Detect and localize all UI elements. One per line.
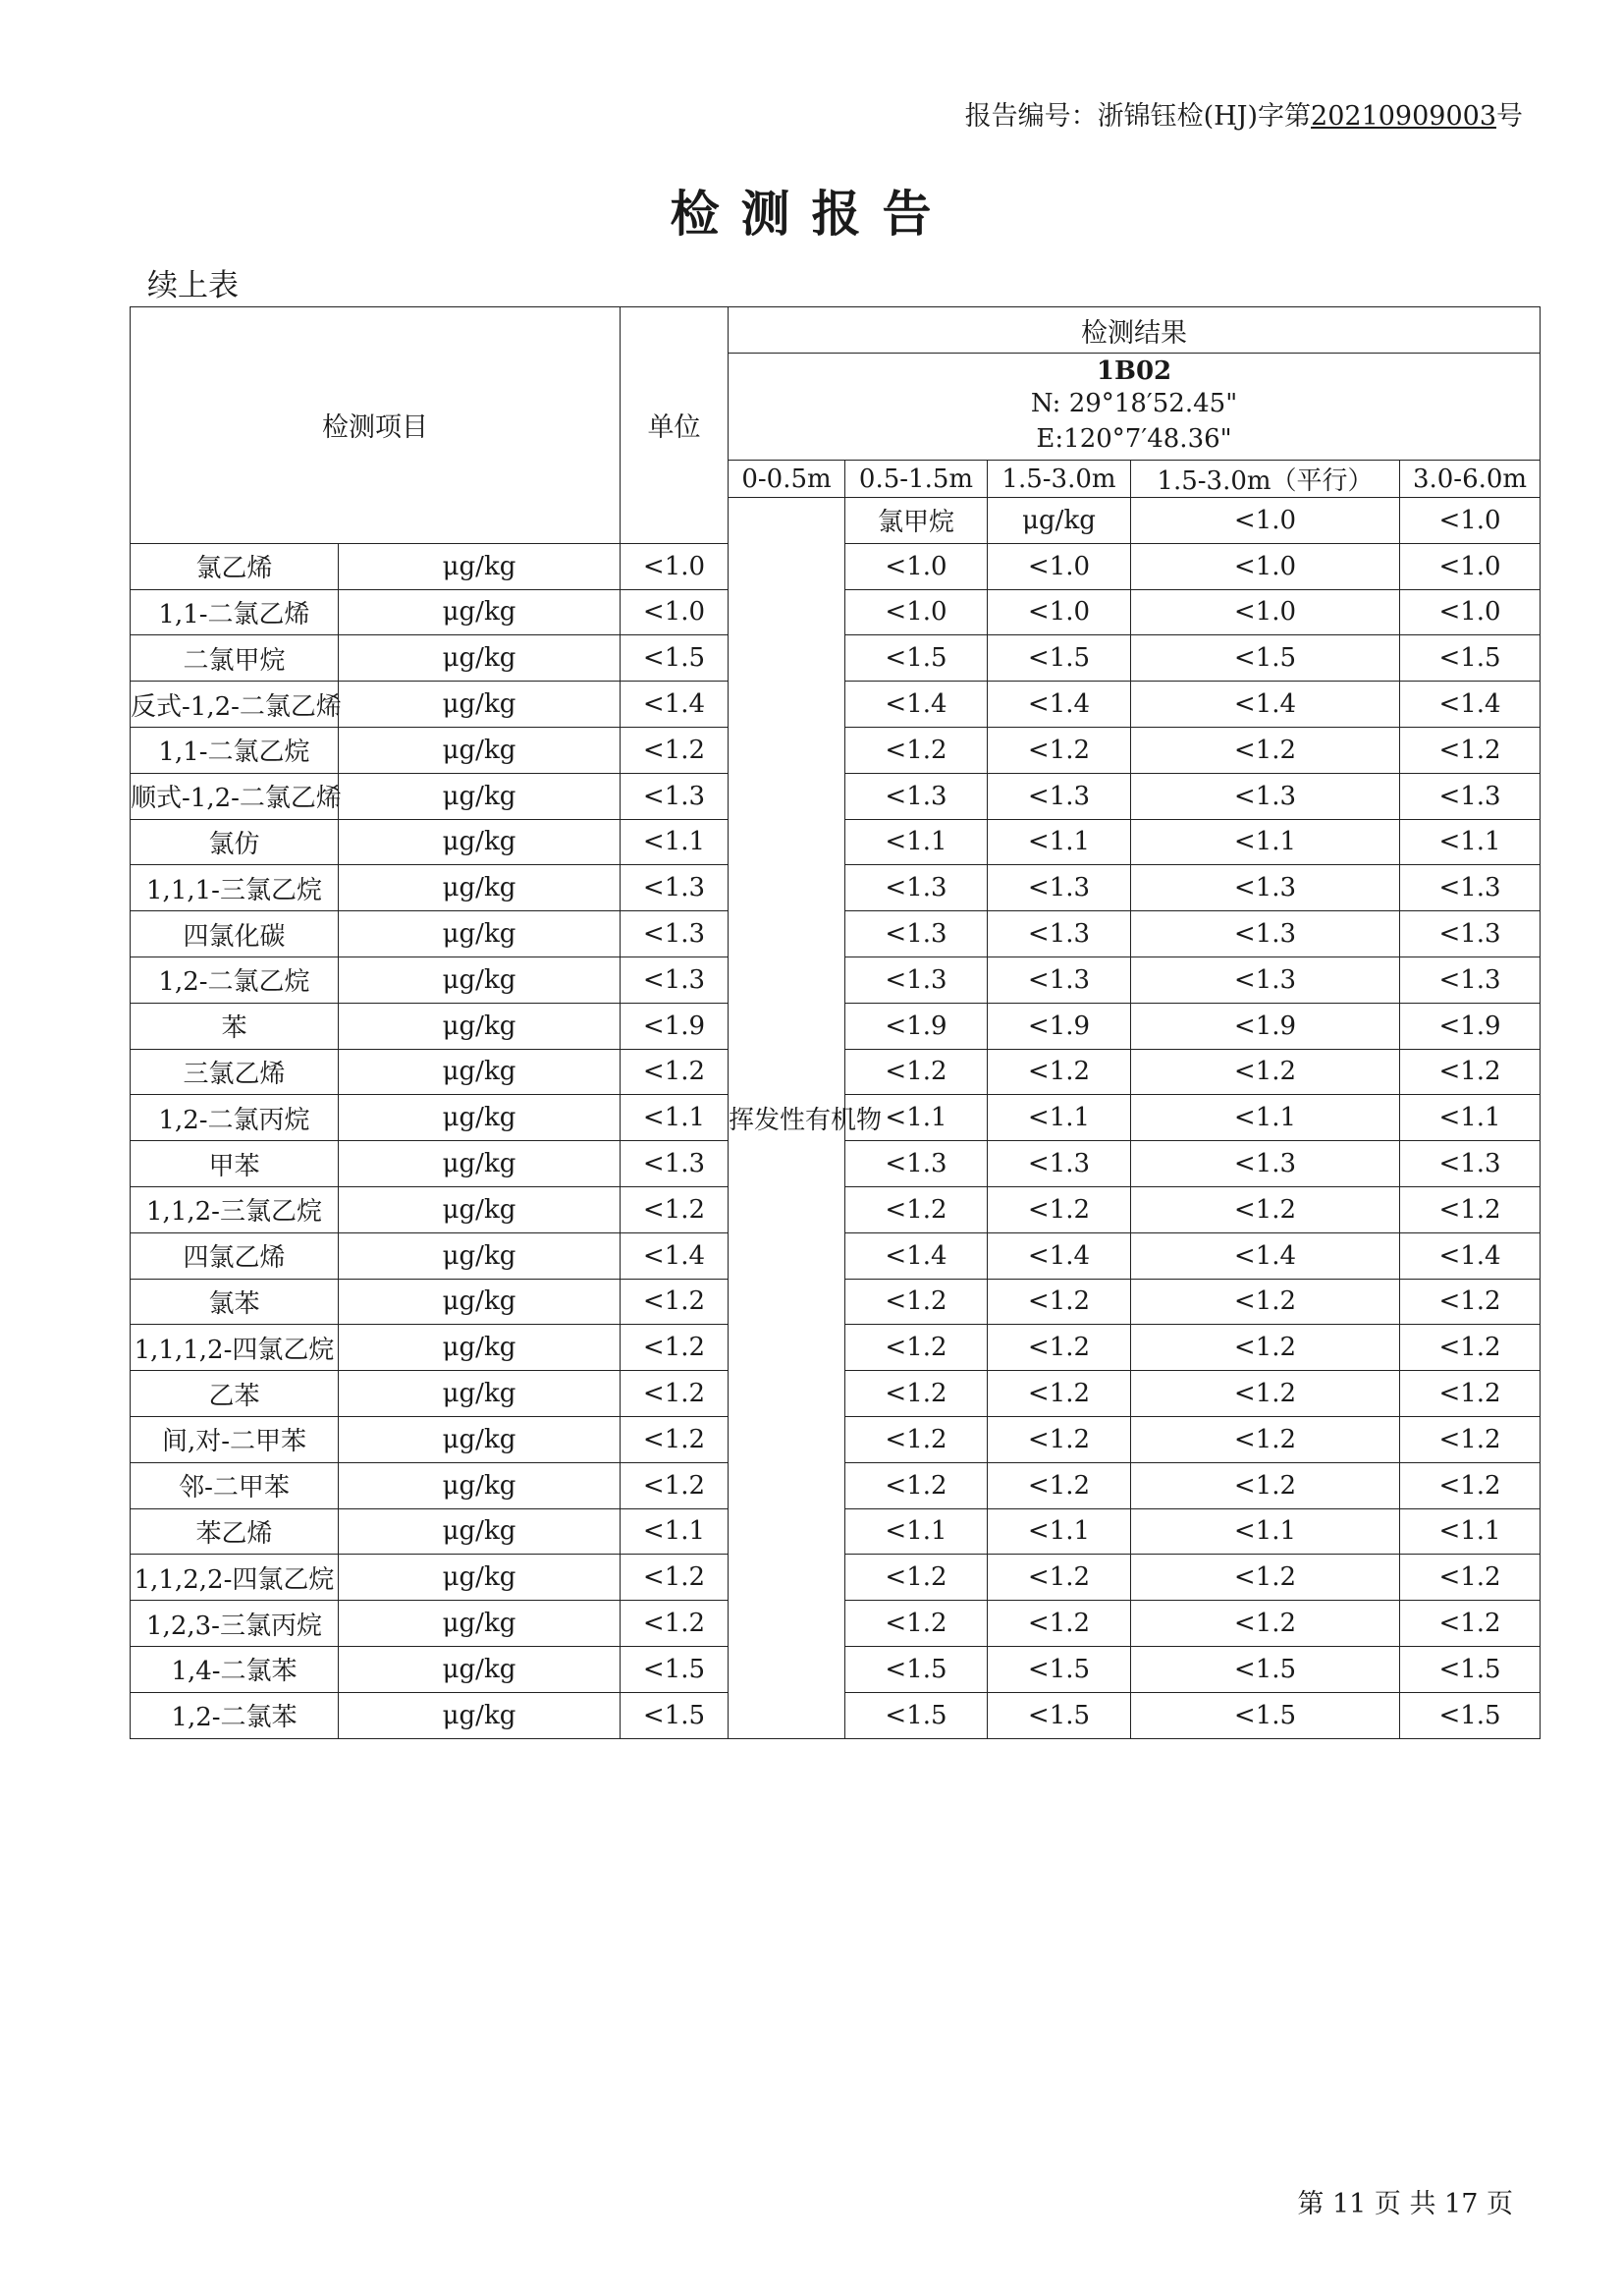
item-unit: μg/kg <box>339 1186 621 1232</box>
coord-n: N: 29°18′52.45" <box>1030 389 1238 418</box>
result-value: <1.4 <box>1131 682 1400 728</box>
item-name: 四氯化碳 <box>131 911 339 957</box>
result-value: <1.2 <box>988 1186 1131 1232</box>
result-value: <1.2 <box>621 1049 729 1095</box>
group-label: 挥发性有机物 <box>729 498 845 1739</box>
result-value: <1.0 <box>845 589 988 635</box>
report-number-value: 20210909003 <box>1311 101 1496 132</box>
result-value: <1.5 <box>845 1646 988 1692</box>
item-name: 氯乙烯 <box>131 543 339 589</box>
result-value: <1.1 <box>988 1508 1131 1555</box>
result-value: <1.3 <box>1400 1141 1541 1187</box>
result-value: <1.4 <box>845 1232 988 1279</box>
result-value: <1.5 <box>1400 635 1541 682</box>
result-value: <1.3 <box>845 773 988 819</box>
item-unit: μg/kg <box>339 819 621 865</box>
result-value: <1.2 <box>621 727 729 773</box>
result-value: <1.4 <box>621 1232 729 1279</box>
item-unit: μg/kg <box>339 773 621 819</box>
item-name: 四氯乙烯 <box>131 1232 339 1279</box>
result-value: <1.3 <box>845 911 988 957</box>
result-value: <1.2 <box>621 1186 729 1232</box>
item-unit: μg/kg <box>339 1325 621 1371</box>
result-value: <1.0 <box>988 589 1131 635</box>
result-value: <1.3 <box>1400 773 1541 819</box>
item-unit: μg/kg <box>339 635 621 682</box>
item-unit: μg/kg <box>339 1279 621 1325</box>
result-value: <1.5 <box>621 1646 729 1692</box>
result-value: <1.5 <box>988 1692 1131 1738</box>
result-value: <1.2 <box>621 1416 729 1462</box>
result-value: <1.9 <box>988 1003 1131 1049</box>
result-value: <1.0 <box>621 543 729 589</box>
results-table <box>130 306 1541 1739</box>
point-id: 1B02 <box>1096 356 1172 386</box>
item-unit: μg/kg <box>339 543 621 589</box>
item-name: 1,1,1-三氯乙烷 <box>131 865 339 911</box>
page-title: 检测报告 <box>670 185 953 243</box>
result-value: <1.9 <box>1400 1003 1541 1049</box>
result-value: <1.1 <box>1131 819 1400 865</box>
result-value: <1.5 <box>1131 1646 1400 1692</box>
result-value: <1.0 <box>1131 543 1400 589</box>
item-name: 邻-二甲苯 <box>131 1462 339 1508</box>
result-value: <1.2 <box>988 1555 1131 1601</box>
result-value: <1.3 <box>621 911 729 957</box>
result-value: <1.2 <box>845 727 988 773</box>
item-name: 乙苯 <box>131 1371 339 1417</box>
item-unit: μg/kg <box>339 911 621 957</box>
result-value: <1.3 <box>988 1141 1131 1187</box>
result-value: <1.1 <box>1400 1095 1541 1141</box>
item-unit: μg/kg <box>339 1646 621 1692</box>
item-name: 二氯甲烷 <box>131 635 339 682</box>
result-value: <1.1 <box>1131 1508 1400 1555</box>
item-unit: μg/kg <box>339 727 621 773</box>
result-value: <1.5 <box>845 635 988 682</box>
item-name: 顺式-1,2-二氯乙烯 <box>131 773 339 819</box>
result-value: <1.2 <box>1400 1555 1541 1601</box>
depth-header: 0.5-1.5m <box>845 461 988 498</box>
result-value: <1.0 <box>1131 498 1400 544</box>
result-value: <1.1 <box>621 819 729 865</box>
result-value: <1.4 <box>1400 682 1541 728</box>
result-value: <1.3 <box>988 865 1131 911</box>
result-value: <1.2 <box>988 1462 1131 1508</box>
result-value: <1.2 <box>621 1555 729 1601</box>
result-value: <1.0 <box>621 589 729 635</box>
result-value: <1.5 <box>988 1646 1131 1692</box>
result-value: <1.2 <box>1400 1601 1541 1647</box>
result-value: <1.3 <box>621 957 729 1003</box>
result-value: <1.5 <box>621 1692 729 1738</box>
item-name: 1,1-二氯乙烯 <box>131 589 339 635</box>
result-value: <1.2 <box>1400 727 1541 773</box>
result-value: <1.0 <box>1400 543 1541 589</box>
header-row-1 <box>131 307 1541 354</box>
result-value: <1.2 <box>1131 1186 1400 1232</box>
item-name: 氯仿 <box>131 819 339 865</box>
result-value: <1.2 <box>1131 1371 1400 1417</box>
result-value: <1.5 <box>1400 1692 1541 1738</box>
result-value: <1.2 <box>845 1371 988 1417</box>
result-value: <1.4 <box>1400 1232 1541 1279</box>
result-value: <1.2 <box>845 1601 988 1647</box>
result-value: <1.2 <box>1400 1186 1541 1232</box>
result-value: <1.9 <box>845 1003 988 1049</box>
item-name: 1,1,2-三氯乙烷 <box>131 1186 339 1232</box>
result-value: <1.3 <box>988 911 1131 957</box>
result-value: <1.2 <box>1400 1416 1541 1462</box>
item-name: 氯甲烷 <box>845 498 988 544</box>
result-value: <1.2 <box>1400 1279 1541 1325</box>
result-value: <1.3 <box>988 957 1131 1003</box>
result-value: <1.2 <box>621 1462 729 1508</box>
result-value: <1.2 <box>621 1325 729 1371</box>
report-number <box>965 94 1523 133</box>
result-value: <1.2 <box>988 727 1131 773</box>
item-unit: μg/kg <box>339 1003 621 1049</box>
result-value: <1.1 <box>621 1508 729 1555</box>
item-name: 1,2,3-三氯丙烷 <box>131 1601 339 1647</box>
depth-header: 0-0.5m <box>729 461 845 498</box>
result-value: <1.3 <box>845 957 988 1003</box>
item-unit: μg/kg <box>339 1141 621 1187</box>
result-value: <1.1 <box>1131 1095 1400 1141</box>
result-value: <1.2 <box>845 1186 988 1232</box>
result-value: <1.5 <box>845 1692 988 1738</box>
result-value: <1.1 <box>1400 1508 1541 1555</box>
result-value: <1.1 <box>1400 819 1541 865</box>
result-value: <1.4 <box>845 682 988 728</box>
result-value: <1.1 <box>845 819 988 865</box>
result-value: <1.2 <box>1131 1601 1400 1647</box>
result-value: <1.4 <box>621 682 729 728</box>
result-value: <1.4 <box>988 682 1131 728</box>
result-value: <1.5 <box>1131 1692 1400 1738</box>
item-unit: μg/kg <box>339 1462 621 1508</box>
result-value: <1.2 <box>845 1049 988 1095</box>
result-value: <1.1 <box>845 1508 988 1555</box>
item-unit: μg/kg <box>339 1601 621 1647</box>
coord-e: E:120°7′48.36" <box>1036 424 1232 454</box>
result-value: <1.4 <box>988 1232 1131 1279</box>
report-number-label: 报告编号：浙锦钰检(HJ)字第 <box>964 101 1312 132</box>
result-value: <1.2 <box>1400 1462 1541 1508</box>
result-value: <1.2 <box>988 1601 1131 1647</box>
item-unit: μg/kg <box>339 957 621 1003</box>
item-name: 三氯乙烯 <box>131 1049 339 1095</box>
item-name: 1,2-二氯丙烷 <box>131 1095 339 1141</box>
result-value: <1.1 <box>845 1095 988 1141</box>
result-value: <1.3 <box>621 1141 729 1187</box>
item-name: 苯 <box>131 1003 339 1049</box>
item-name: 甲苯 <box>131 1141 339 1187</box>
item-unit: μg/kg <box>339 1416 621 1462</box>
result-value: <1.2 <box>845 1325 988 1371</box>
result-value: <1.2 <box>845 1279 988 1325</box>
result-value: <1.2 <box>845 1555 988 1601</box>
result-value: <1.2 <box>845 1462 988 1508</box>
item-name: 氯苯 <box>131 1279 339 1325</box>
result-value: <1.2 <box>1400 1371 1541 1417</box>
item-unit: μg/kg <box>339 1692 621 1738</box>
result-value: <1.3 <box>621 773 729 819</box>
item-name: 苯乙烯 <box>131 1508 339 1555</box>
header-item: 检测项目 <box>131 307 621 544</box>
result-value: <1.2 <box>1131 1555 1400 1601</box>
result-value: <1.0 <box>845 543 988 589</box>
result-value: <1.3 <box>1131 957 1400 1003</box>
result-value: <1.3 <box>845 865 988 911</box>
result-value: <1.3 <box>1131 773 1400 819</box>
result-value: <1.0 <box>1131 589 1400 635</box>
item-unit: μg/kg <box>339 1095 621 1141</box>
header-results: 检测结果 <box>729 307 1541 354</box>
result-value: <1.3 <box>1131 1141 1400 1187</box>
continuation-label: 续上表 <box>147 268 239 303</box>
item-name: 1,1-二氯乙烷 <box>131 727 339 773</box>
result-value: <1.0 <box>1400 589 1541 635</box>
result-value: <1.2 <box>1131 1416 1400 1462</box>
report-number-suffix: 号 <box>1496 101 1523 132</box>
result-value: <1.2 <box>621 1371 729 1417</box>
result-value: <1.4 <box>1131 1232 1400 1279</box>
item-unit: μg/kg <box>339 1508 621 1555</box>
result-value: <1.5 <box>1131 635 1400 682</box>
depth-header: 1.5-3.0m <box>988 461 1131 498</box>
result-value: <1.9 <box>1131 1003 1400 1049</box>
result-value: <1.2 <box>1131 1049 1400 1095</box>
result-value: <1.2 <box>1400 1049 1541 1095</box>
result-value: <1.2 <box>988 1371 1131 1417</box>
sampling-point <box>729 354 1541 461</box>
item-name: 1,2-二氯乙烷 <box>131 957 339 1003</box>
item-unit: μg/kg <box>339 1049 621 1095</box>
result-value: <1.3 <box>1400 911 1541 957</box>
result-value: <1.0 <box>988 543 1131 589</box>
result-value: <1.2 <box>621 1279 729 1325</box>
result-value: <1.3 <box>621 865 729 911</box>
result-value: <1.2 <box>988 1325 1131 1371</box>
item-unit: μg/kg <box>988 498 1131 544</box>
result-value: <1.2 <box>988 1416 1131 1462</box>
result-value: <1.3 <box>1400 957 1541 1003</box>
result-value: <1.5 <box>1400 1646 1541 1692</box>
result-value: <1.5 <box>988 635 1131 682</box>
result-value: <1.2 <box>988 1279 1131 1325</box>
result-value: <1.3 <box>1131 865 1400 911</box>
item-name: 1,2-二氯苯 <box>131 1692 339 1738</box>
result-value: <1.3 <box>1400 865 1541 911</box>
result-value: <1.3 <box>988 773 1131 819</box>
item-name: 1,4-二氯苯 <box>131 1646 339 1692</box>
result-value: <1.2 <box>1131 727 1400 773</box>
item-name: 1,1,1,2-四氯乙烷 <box>131 1325 339 1371</box>
result-value: <1.2 <box>621 1601 729 1647</box>
result-value: <1.0 <box>1400 498 1541 544</box>
result-value: <1.2 <box>1131 1279 1400 1325</box>
result-value: <1.2 <box>845 1416 988 1462</box>
result-value: <1.1 <box>621 1095 729 1141</box>
result-value: <1.9 <box>621 1003 729 1049</box>
result-value: <1.1 <box>988 1095 1131 1141</box>
result-value: <1.5 <box>621 635 729 682</box>
item-unit: μg/kg <box>339 589 621 635</box>
result-value: <1.2 <box>1400 1325 1541 1371</box>
item-unit: μg/kg <box>339 682 621 728</box>
item-name: 1,1,2,2-四氯乙烷 <box>131 1555 339 1601</box>
result-value: <1.3 <box>845 1141 988 1187</box>
result-value: <1.1 <box>988 819 1131 865</box>
item-unit: μg/kg <box>339 865 621 911</box>
depth-header: 1.5-3.0m（平行） <box>1131 461 1400 498</box>
result-value: <1.2 <box>988 1049 1131 1095</box>
result-value: <1.2 <box>1131 1462 1400 1508</box>
item-unit: μg/kg <box>339 1555 621 1601</box>
results-table-body <box>131 307 1541 1739</box>
item-name: 间,对-二甲苯 <box>131 1416 339 1462</box>
result-value: <1.3 <box>1131 911 1400 957</box>
depth-header: 3.0-6.0m <box>1400 461 1541 498</box>
item-name: 反式-1,2-二氯乙烯 <box>131 682 339 728</box>
page-number: 第 11 页 共 17 页 <box>1297 2189 1513 2219</box>
result-value: <1.2 <box>1131 1325 1400 1371</box>
item-unit: μg/kg <box>339 1371 621 1417</box>
header-unit: 单位 <box>621 307 729 544</box>
item-unit: μg/kg <box>339 1232 621 1279</box>
